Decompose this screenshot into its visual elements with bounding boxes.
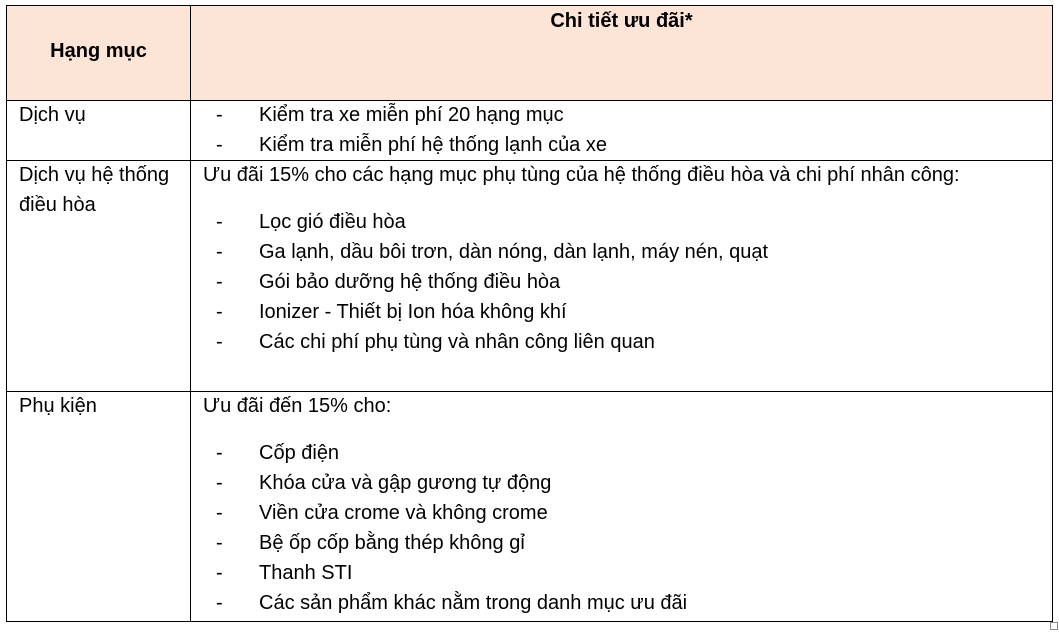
list-item [203, 438, 1040, 468]
table-row [7, 101, 1053, 161]
list-item-text: Các sản phẩm khác nằm trong danh mục ưu đãi [259, 592, 688, 614]
dash-bullet: - [216, 592, 223, 614]
list-item-text: Ionizer - Thiết bị Ion hóa không khí [259, 301, 567, 323]
list-item-text: Viền cửa crome và không crome [259, 502, 548, 524]
list-item [203, 207, 1040, 237]
header-category-cell [7, 6, 191, 101]
dash-bullet: - [216, 562, 223, 584]
list-item [203, 327, 1040, 357]
table-row [7, 392, 1053, 622]
details-cell [191, 161, 1053, 392]
category-cell [7, 392, 191, 622]
list-item [203, 528, 1040, 558]
list-item [203, 237, 1040, 267]
list-item-text: Thanh STI [259, 562, 353, 584]
offer-intro: Ưu đãi 15% cho các hạng mục phụ tùng của hệ thống điều hòa và chi phí nhân công: [203, 164, 960, 186]
details-list [203, 100, 1040, 160]
header-details: Chi tiết ưu đãi* [550, 10, 693, 32]
list-item-text: Các chi phí phụ tùng và nhân công liên quan [259, 331, 655, 353]
list-item [203, 297, 1040, 327]
table-row [7, 161, 1053, 392]
dash-bullet: - [216, 502, 223, 524]
header-category: Hạng mục [50, 39, 147, 62]
list-item-text: Cốp điện [259, 442, 340, 464]
category-cell [7, 101, 191, 161]
table-header-row [7, 6, 1053, 101]
dash-bullet: - [216, 104, 223, 126]
dash-bullet: - [216, 472, 223, 494]
list-item [203, 100, 1040, 130]
header-details-cell [191, 6, 1053, 101]
list-item [203, 130, 1040, 160]
dash-bullet: - [216, 532, 223, 554]
dash-bullet: - [216, 271, 223, 293]
list-item-text: Ga lạnh, dầu bôi trơn, dàn nóng, dàn lạnh, máy nén, quạt [259, 241, 769, 263]
list-item [203, 498, 1040, 528]
offer-intro: Ưu đãi đến 15% cho: [203, 395, 392, 417]
dash-bullet: - [216, 301, 223, 323]
dash-bullet: - [216, 134, 223, 156]
dash-bullet: - [216, 211, 223, 233]
list-item-text: Lọc gió điều hòa [259, 211, 406, 233]
list-item [203, 267, 1040, 297]
dash-bullet: - [216, 442, 223, 464]
list-item [203, 588, 1040, 618]
list-item-text: Kiểm tra xe miễn phí 20 hạng mục [259, 104, 564, 126]
details-list [203, 438, 1040, 618]
dash-bullet: - [216, 241, 223, 263]
list-item-text: Kiểm tra miễn phí hệ thống lạnh của xe [259, 134, 607, 156]
offer-table [6, 5, 1053, 622]
category-label: Dịch vụ hệ thống điều hòa [19, 164, 170, 216]
list-item-text: Gói bảo dưỡng hệ thống điều hòa [259, 271, 561, 293]
details-cell [191, 101, 1053, 161]
category-label: Dịch vụ [19, 104, 86, 126]
table-resize-handle[interactable] [1050, 622, 1058, 630]
details-list [203, 207, 1040, 357]
list-item [203, 558, 1040, 588]
category-label: Phụ kiện [19, 395, 97, 417]
list-item-text: Bệ ốp cốp bằng thép không gỉ [259, 532, 525, 554]
list-item [203, 468, 1040, 498]
category-cell [7, 161, 191, 392]
list-item-text: Khóa cửa và gập gương tự động [259, 472, 552, 494]
details-cell [191, 392, 1053, 622]
dash-bullet: - [216, 331, 223, 353]
